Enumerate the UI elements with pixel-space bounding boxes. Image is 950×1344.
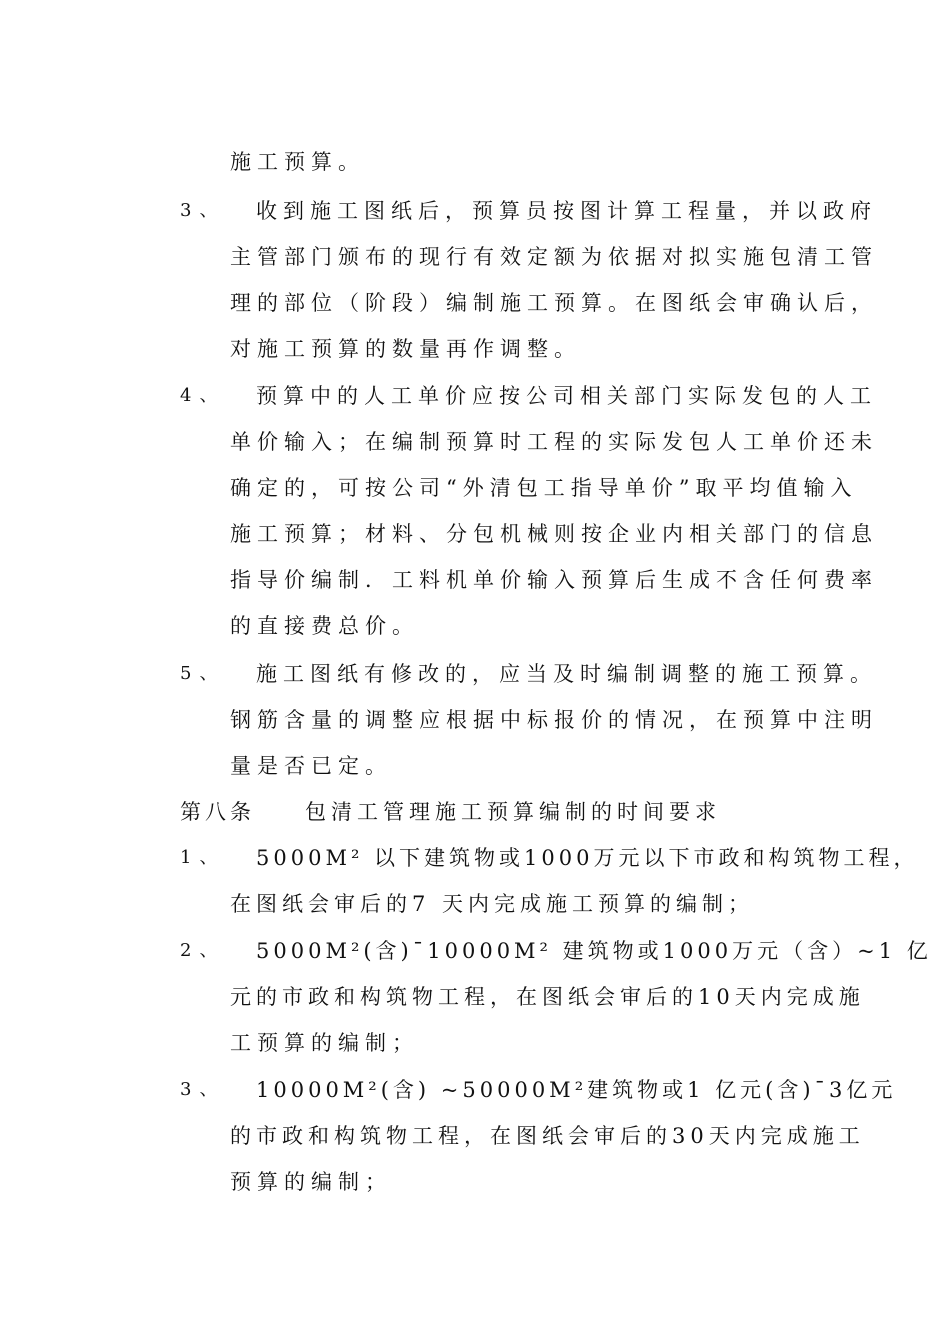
paragraph-line: 单价输入；在编制预算时工程的实际发包人工单价还未 [230, 430, 878, 454]
paragraph-line: 的直接费总价。 [230, 614, 419, 638]
paragraph-line: 5000M²(含)¯10000M² 建筑物或1000万元（含）~1 亿 [256, 939, 932, 963]
paragraph-line: 在图纸会审后的7 天内完成施工预算的编制； [230, 892, 755, 916]
paragraph-line: 预算中的人工单价应按公司相关部门实际发包的人工 [256, 384, 877, 408]
item-number: 2、 [180, 940, 226, 961]
item-number: 4、 [180, 385, 226, 406]
article-title: 包清工管理施工预算编制的时间要求 [305, 800, 721, 824]
paragraph-line: 元的市政和构筑物工程，在图纸会审后的10天内完成施 [230, 985, 865, 1009]
item-number: 3、 [180, 1079, 226, 1100]
item-number: 3、 [180, 200, 226, 221]
paragraph-line: 的市政和构筑物工程，在图纸会审后的30天内完成施工 [230, 1124, 865, 1148]
paragraph-line: 量是否已定。 [230, 754, 392, 778]
article-label: 第八条 [180, 800, 255, 824]
paragraph-line: 10000M²(含) ~50000M²建筑物或1 亿元(含)¯3亿元 [256, 1078, 897, 1102]
paragraph-line: 确定的，可按公司“外清包工指导单价”取平均值输入 [230, 476, 858, 500]
paragraph-line: 5000M² 以下建筑物或1000万元以下市政和构筑物工程， [256, 846, 919, 870]
paragraph-line: 钢筋含量的调整应根据中标报价的情况，在预算中注明 [230, 708, 878, 732]
item-number: 1、 [180, 847, 226, 868]
paragraph-line: 对施工预算的数量再作调整。 [230, 337, 581, 361]
paragraph-line: 理的部位（阶段）编制施工预算。在图纸会审确认后， [230, 291, 878, 315]
paragraph-line: 收到施工图纸后，预算员按图计算工程量，并以政府 [256, 199, 877, 223]
paragraph-line: 施工图纸有修改的，应当及时编制调整的施工预算。 [256, 662, 877, 686]
item-number: 5、 [180, 663, 226, 684]
paragraph-line: 指导价编制．工料机单价输入预算后生成不含任何费率 [230, 568, 878, 592]
paragraph-line: 主管部门颁布的现行有效定额为依据对拟实施包清工管 [230, 245, 878, 269]
paragraph-line: 施工预算；材料、分包机械则按企业内相关部门的信息 [230, 522, 878, 546]
continuation-line: 施工预算。 [230, 150, 365, 174]
paragraph-line: 工预算的编制； [230, 1031, 419, 1055]
paragraph-line: 预算的编制； [230, 1170, 392, 1194]
